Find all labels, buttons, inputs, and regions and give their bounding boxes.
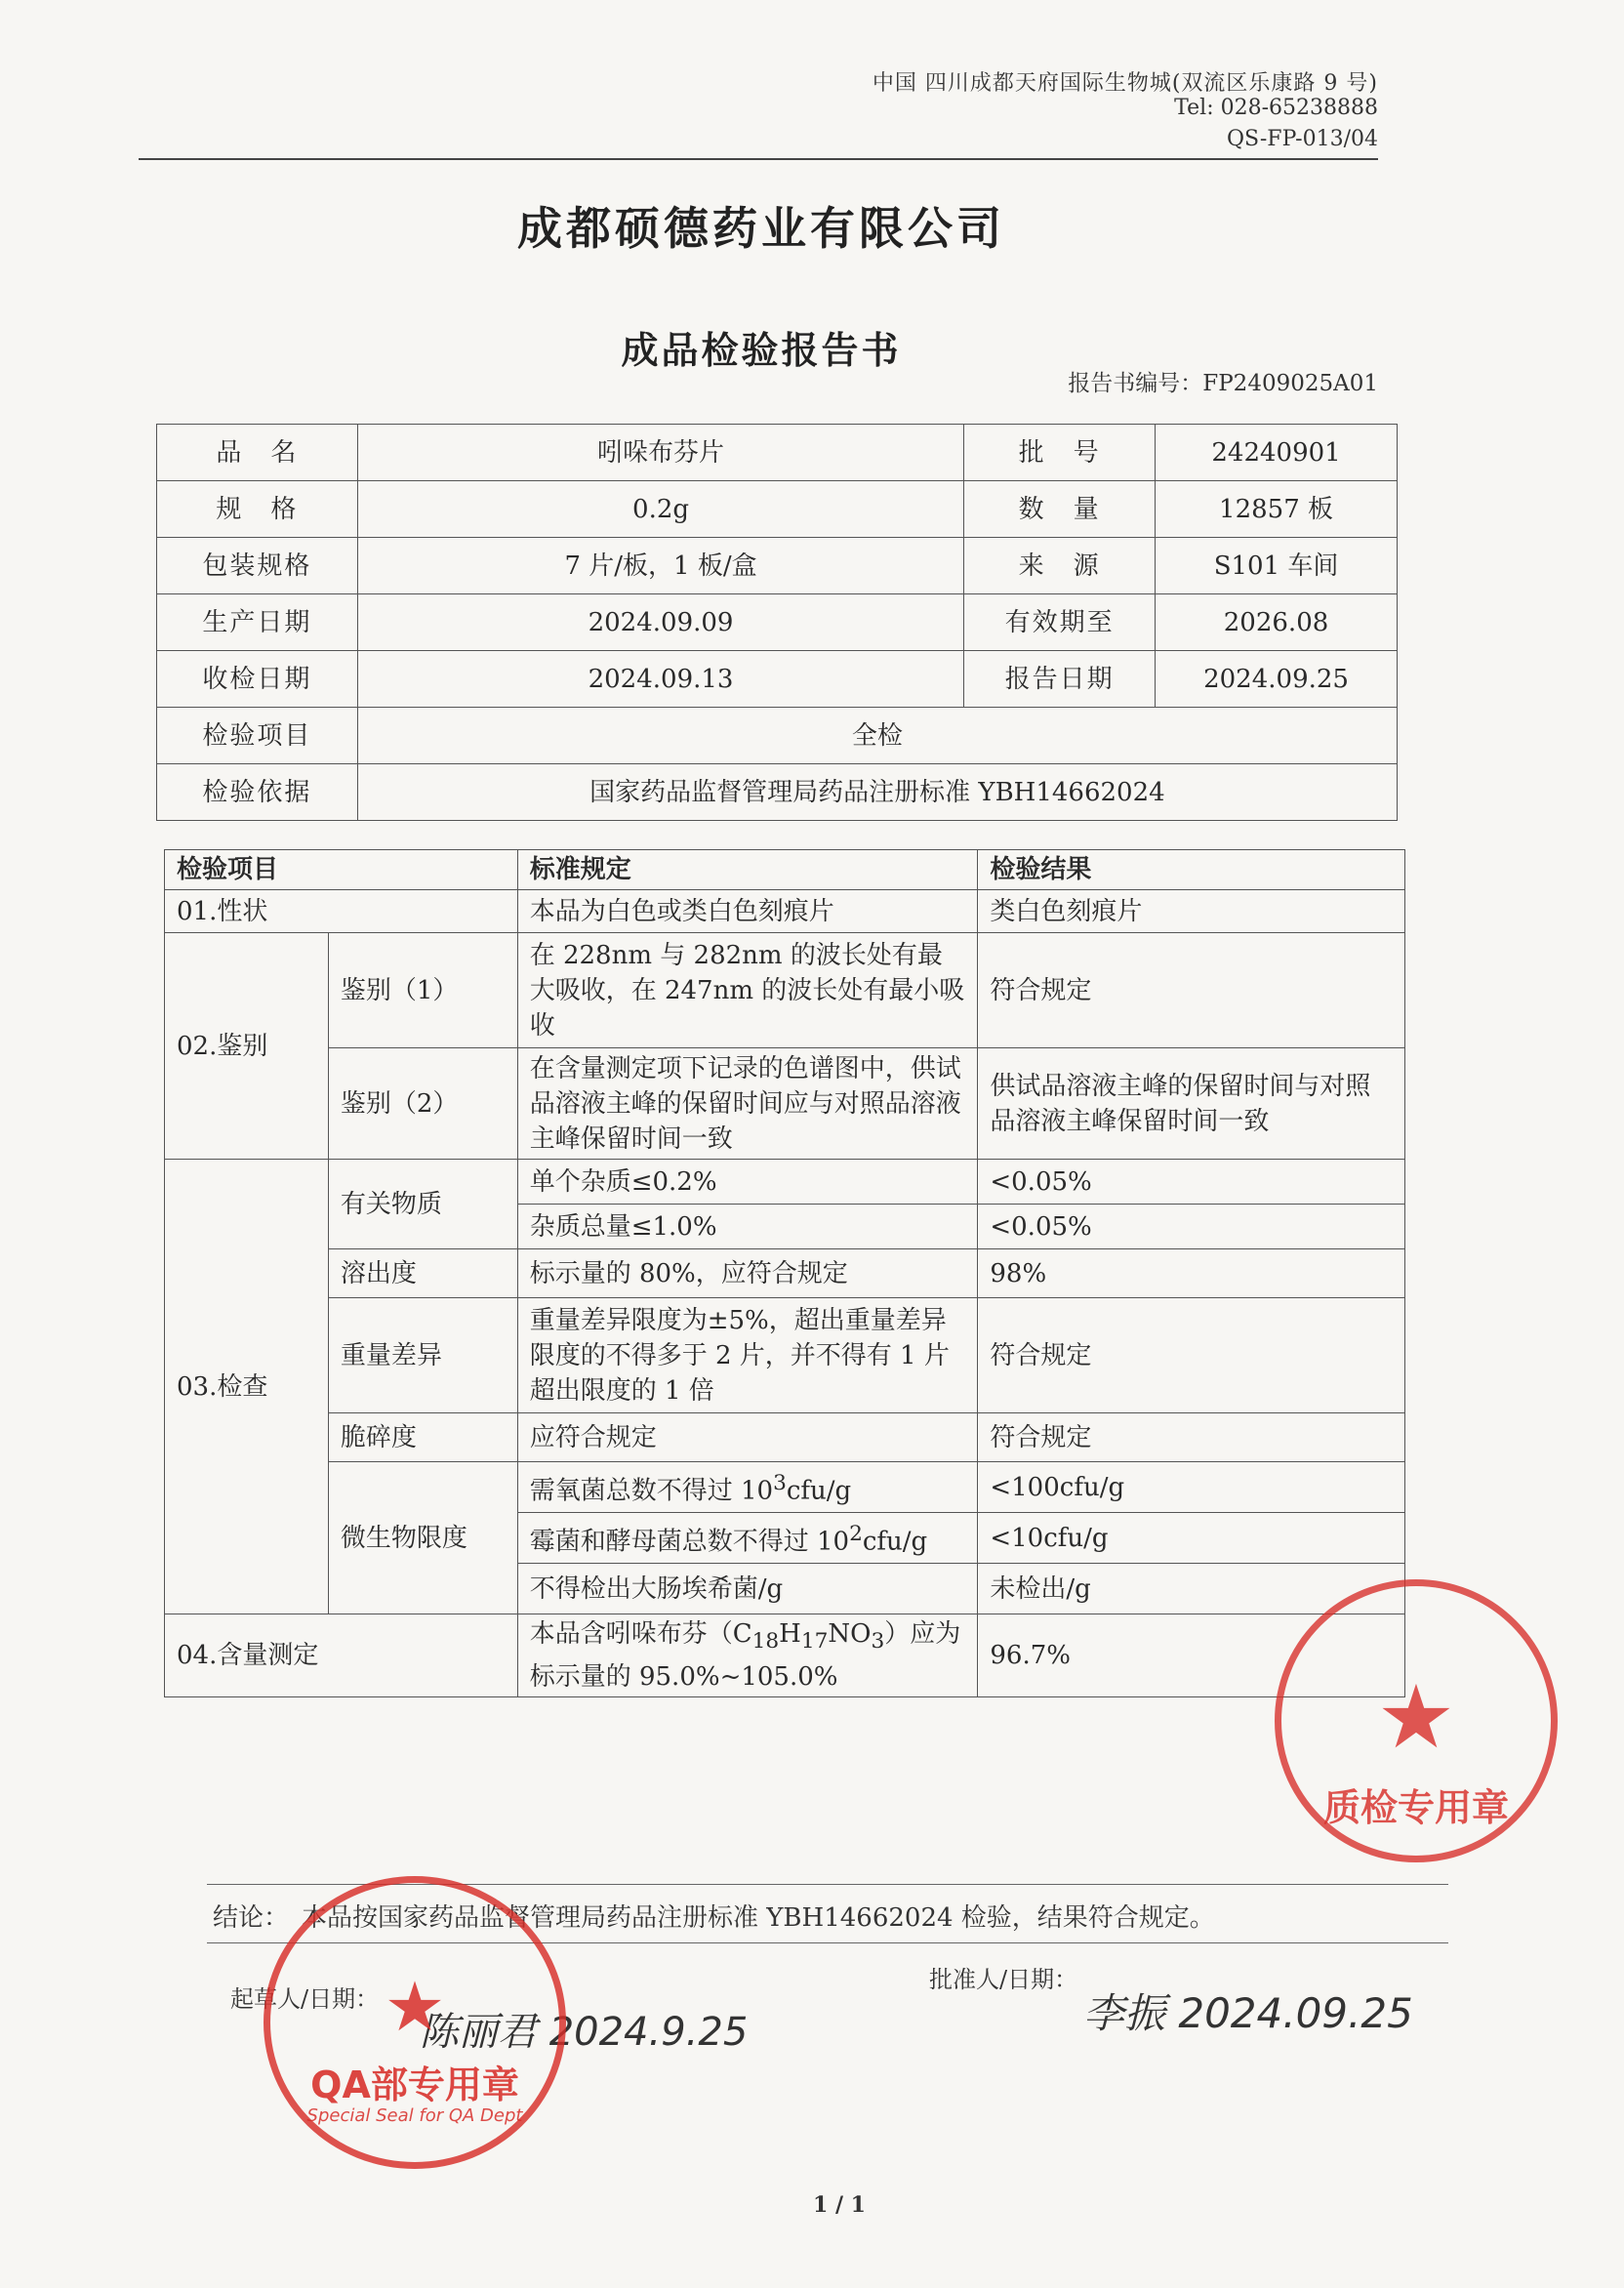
report-number: 报告书编号：FP2409025A01 <box>1068 371 1378 396</box>
production-date: 2024.09.09 <box>357 594 963 651</box>
quantity-label: 数 量 <box>964 481 1156 538</box>
std-related-single: 单个杂质≤0.2% <box>517 1160 978 1205</box>
std-e-coli: 不得检出大肠埃希菌/g <box>517 1564 978 1614</box>
std-dissolution: 标示量的 80%，应符合规定 <box>517 1249 978 1298</box>
batch-label: 批 号 <box>964 425 1156 481</box>
quantity-value: 12857 板 <box>1156 481 1398 538</box>
expiry-value: 2026.08 <box>1156 594 1398 651</box>
std-related-total: 杂质总量≤1.0% <box>517 1205 978 1249</box>
header-divider <box>139 158 1378 160</box>
drafter-label: 起草人/日期： <box>230 1985 380 2013</box>
sub-friability: 脆碎度 <box>328 1413 517 1462</box>
sub-identification-1: 鉴别（1） <box>328 933 517 1048</box>
res-identification-1: 符合规定 <box>978 933 1405 1048</box>
std-identification-1: 在 228nm 与 282nm 的波长处有最大吸收，在 247nm 的波长处有最小吸收 <box>517 933 978 1048</box>
qc-seal-stamp: ★ 质检专用章 <box>1275 1579 1558 1862</box>
res-assay: 96.7% <box>978 1614 1405 1697</box>
source-value: S101 车间 <box>1156 538 1398 594</box>
res-identification-2: 供试品溶液主峰的保留时间与对照品溶液主峰保留时间一致 <box>978 1048 1405 1160</box>
expiry-label: 有效期至 <box>964 594 1156 651</box>
report-date: 2024.09.25 <box>1156 651 1398 708</box>
test-items-label: 检验项目 <box>157 708 358 764</box>
res-appearance: 类白色刻痕片 <box>978 890 1405 933</box>
res-yeast-mold-count: <10cfu/g <box>978 1513 1405 1564</box>
std-friability: 应符合规定 <box>517 1413 978 1462</box>
company-tel: Tel: 028-65238888 <box>1174 96 1378 120</box>
product-info-table <box>156 424 1398 821</box>
res-weight-variation: 符合规定 <box>978 1298 1405 1413</box>
drafter-signature: 陈丽君 2024.9.25 <box>420 2010 749 2055</box>
product-name-label: 品 名 <box>157 425 358 481</box>
company-name: 成都硕德药业有限公司 <box>517 202 1005 255</box>
source-label: 来 源 <box>964 538 1156 594</box>
receive-date: 2024.09.13 <box>357 651 963 708</box>
std-assay: 本品含吲哚布芬$(C_{18}H_{17}NO_3)$应为标示量的 95.0%~105.0% <box>517 1614 978 1697</box>
res-friability: 符合规定 <box>978 1413 1405 1462</box>
res-e-coli: 未检出/g <box>978 1564 1405 1614</box>
item-identification: 02.鉴别 <box>165 933 329 1160</box>
std-yeast-mold-count: 霉菌和酵母菌总数不得过 $10^2cfu/g$ <box>517 1513 978 1564</box>
results-table <box>164 849 1405 1697</box>
test-items-value: 全检 <box>357 708 1397 764</box>
std-aerobic-count: 需氧菌总数不得过 $10^3cfu/g$ <box>517 1462 978 1513</box>
item-inspection: 03.检查 <box>165 1160 329 1614</box>
header-item: 检验项目 <box>165 850 518 890</box>
sub-microbial-limit: 微生物限度 <box>328 1462 517 1614</box>
conclusion-text: 结论： 本品按国家药品监督管理局药品注册标准 YBH14662024 检验，结果符合规定。 <box>213 1903 1215 1933</box>
spec-value: 0.2g <box>357 481 963 538</box>
header-result: 检验结果 <box>978 850 1405 890</box>
pack-value: 7 片/板，1 板/盒 <box>357 538 963 594</box>
item-appearance: 01.性状 <box>165 890 518 933</box>
product-name: 吲哚布芬片 <box>357 425 963 481</box>
page-number: 1 / 1 <box>813 2192 866 2218</box>
receive-date-label: 收检日期 <box>157 651 358 708</box>
sub-related-substances: 有关物质 <box>328 1160 517 1249</box>
sub-dissolution: 溶出度 <box>328 1249 517 1298</box>
batch-value: 24240901 <box>1156 425 1398 481</box>
res-dissolution: 98% <box>978 1249 1405 1298</box>
spec-label: 规 格 <box>157 481 358 538</box>
production-date-label: 生产日期 <box>157 594 358 651</box>
qa-seal-stamp: ★ QA部专用章 Special Seal for QA Dept <box>264 1876 566 2169</box>
test-basis-label: 检验依据 <box>157 764 358 821</box>
approver-signature: 李振 2024.09.25 <box>1083 1989 1413 2037</box>
report-date-label: 报告日期 <box>964 651 1156 708</box>
pack-label: 包装规格 <box>157 538 358 594</box>
res-related-single: <0.05% <box>978 1160 1405 1205</box>
company-address: 中国 四川成都天府国际生物城(双流区乐康路 9 号) <box>872 71 1378 96</box>
std-identification-2: 在含量测定项下记录的色谱图中，供试品溶液主峰的保留时间应与对照品溶液主峰保留时间一致 <box>517 1048 978 1160</box>
star-icon: ★ <box>384 1967 446 2047</box>
sub-weight-variation: 重量差异 <box>328 1298 517 1413</box>
star-icon: ★ <box>1376 1666 1456 1769</box>
std-appearance: 本品为白色或类白色刻痕片 <box>517 890 978 933</box>
sub-identification-2: 鉴别（2） <box>328 1048 517 1160</box>
header-standard: 标准规定 <box>517 850 978 890</box>
document-title: 成品检验报告书 <box>621 329 902 372</box>
std-weight-variation: 重量差异限度为±5%，超出重量差异限度的不得多于 2 片，并不得有 1 片超出限度的 1 倍 <box>517 1298 978 1413</box>
res-aerobic-count: <100cfu/g <box>978 1462 1405 1513</box>
res-related-total: <0.05% <box>978 1205 1405 1249</box>
form-code: QS-FP-013/04 <box>1226 127 1378 151</box>
test-basis-value: 国家药品监督管理局药品注册标准 YBH14662024 <box>357 764 1397 821</box>
item-assay: 04.含量测定 <box>165 1614 518 1697</box>
approver-label: 批准人/日期： <box>929 1966 1078 1993</box>
